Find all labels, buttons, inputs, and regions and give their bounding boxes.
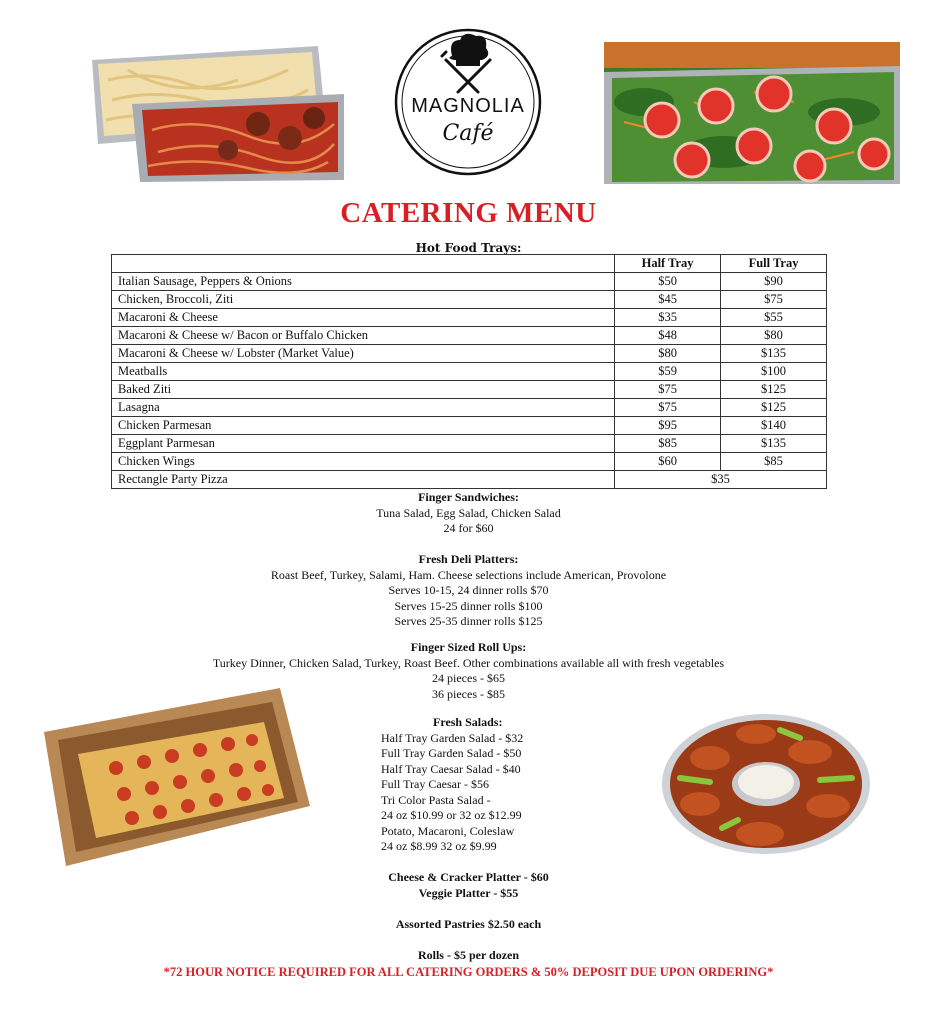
half-tray-column-header: Half Tray [615,255,721,273]
hot-food-table [111,254,827,489]
full-tray-price: $135 [721,345,827,363]
item-column-header [112,255,615,273]
full-tray-price: $85 [721,453,827,471]
section-heading: Finger Sized Roll Ups: [410,640,527,654]
item-cell: Lasagna [112,399,615,417]
item-cell: Baked Ziti [112,381,615,399]
table-row [112,381,827,399]
pizza-price: $35 [615,471,827,489]
table-row [112,435,827,453]
deli-platters-section [0,552,937,630]
section-line: Roast Beef, Turkey, Salami, Ham. Cheese selections include American, Provolone [270,567,667,582]
table-row [112,273,827,291]
item-cell: Chicken Wings [112,453,615,471]
logo-subname: Café [442,121,494,146]
item-cell: Macaroni & Cheese [112,309,615,327]
logo-name: MAGNOLIA [411,95,525,117]
veggie-platter-line: Veggie Platter - $55 [418,885,519,900]
table-row [112,327,827,345]
full-tray-price: $75 [721,291,827,309]
section-line: Turkey Dinner, Chicken Salad, Turkey, Roast Beef. Other combinations available all with fresh vegetables [212,655,725,670]
full-tray-price: $140 [721,417,827,435]
pasta-trays-photo [88,40,346,182]
section-line: 24 oz $10.99 or 32 oz $12.99 [381,808,522,822]
half-tray-price: $80 [615,345,721,363]
half-tray-price: $60 [615,453,721,471]
table-row [112,291,827,309]
item-cell: Italian Sausage, Peppers & Onions [112,273,615,291]
section-heading: Fresh Salads: [433,715,503,729]
full-tray-price: $125 [721,399,827,417]
full-tray-price: $135 [721,435,827,453]
item-cell: Macaroni & Cheese w/ Bacon or Buffalo Chicken [112,327,615,345]
half-tray-price: $75 [615,399,721,417]
cheese-platter-line: Cheese & Cracker Platter - $60 [388,870,549,884]
pastries-section [0,917,937,933]
section-line: Full Tray Caesar - $56 [381,777,489,791]
section-line: Potato, Macaroni, Coleslaw [381,823,515,838]
table-row [112,417,827,435]
half-tray-price: $48 [615,327,721,345]
menu-title: CATERING MENU [340,197,597,229]
table-row [112,345,827,363]
garden-salad-photo [604,42,900,184]
half-tray-price: $85 [615,435,721,453]
rolls-line: Rolls - $5 per dozen [417,948,520,962]
half-tray-price: $95 [615,417,721,435]
rolls-section [0,948,937,964]
item-cell: Meatballs [112,363,615,381]
table-row [112,453,827,471]
half-tray-price: $59 [615,363,721,381]
table-row [112,309,827,327]
pastries-line: Assorted Pastries $2.50 each [395,917,542,931]
section-line: 36 pieces - $85 [432,686,505,701]
section-line: Serves 15-25 dinner rolls $100 [394,598,543,613]
chicken-wings-platter-photo [660,708,872,856]
item-cell: Chicken, Broccoli, Ziti [112,291,615,309]
item-cell: Eggplant Parmesan [112,435,615,453]
section-line: 24 for $60 [443,521,494,535]
half-tray-price: $45 [615,291,721,309]
full-tray-price: $55 [721,309,827,327]
section-heading: Fresh Deli Platters: [418,552,519,566]
half-tray-price: $35 [615,309,721,327]
half-tray-price: $75 [615,381,721,399]
party-pizza-photo [44,688,310,866]
fresh-salads-section [381,715,641,855]
section-line: Half Tray Caesar Salad - $40 [381,761,521,776]
table-row [112,363,827,381]
half-tray-price: $50 [615,273,721,291]
table-row [112,471,827,489]
finger-sandwiches-section [0,490,937,537]
full-tray-price: $100 [721,363,827,381]
item-cell: Chicken Parmesan [112,417,615,435]
full-tray-column-header: Full Tray [721,255,827,273]
magnolia-cafe-logo [392,26,544,178]
platters-section [0,870,937,901]
section-line: Full Tray Garden Salad - $50 [381,746,522,760]
hot-food-heading: Hot Food Trays: [415,241,522,255]
section-line: 24 oz $8.99 32 oz $9.99 [381,839,497,853]
item-cell: Macaroni & Cheese w/ Lobster (Market Value) [112,345,615,363]
section-line: Tuna Salad, Egg Salad, Chicken Salad [376,505,561,520]
section-line: Tri Color Pasta Salad - [381,792,491,807]
section-line: Serves 10-15, 24 dinner rolls $70 [388,583,549,597]
table-row [112,399,827,417]
full-tray-price: $125 [721,381,827,399]
section-heading: Finger Sandwiches: [418,490,519,504]
section-line: 24 pieces - $65 [432,671,505,685]
full-tray-price: $90 [721,273,827,291]
order-notice: *72 HOUR NOTICE REQUIRED FOR ALL CATERING ORDERS & 50% DEPOSIT DUE UPON ORDERING* [163,965,774,979]
full-tray-price: $80 [721,327,827,345]
chef-hat-icon [449,34,488,66]
section-line: Half Tray Garden Salad - $32 [381,730,524,745]
item-cell: Rectangle Party Pizza [112,471,615,489]
section-line: Serves 25-35 dinner rolls $125 [394,614,543,628]
roll-ups-section [0,640,937,702]
table-header-row [112,255,827,273]
